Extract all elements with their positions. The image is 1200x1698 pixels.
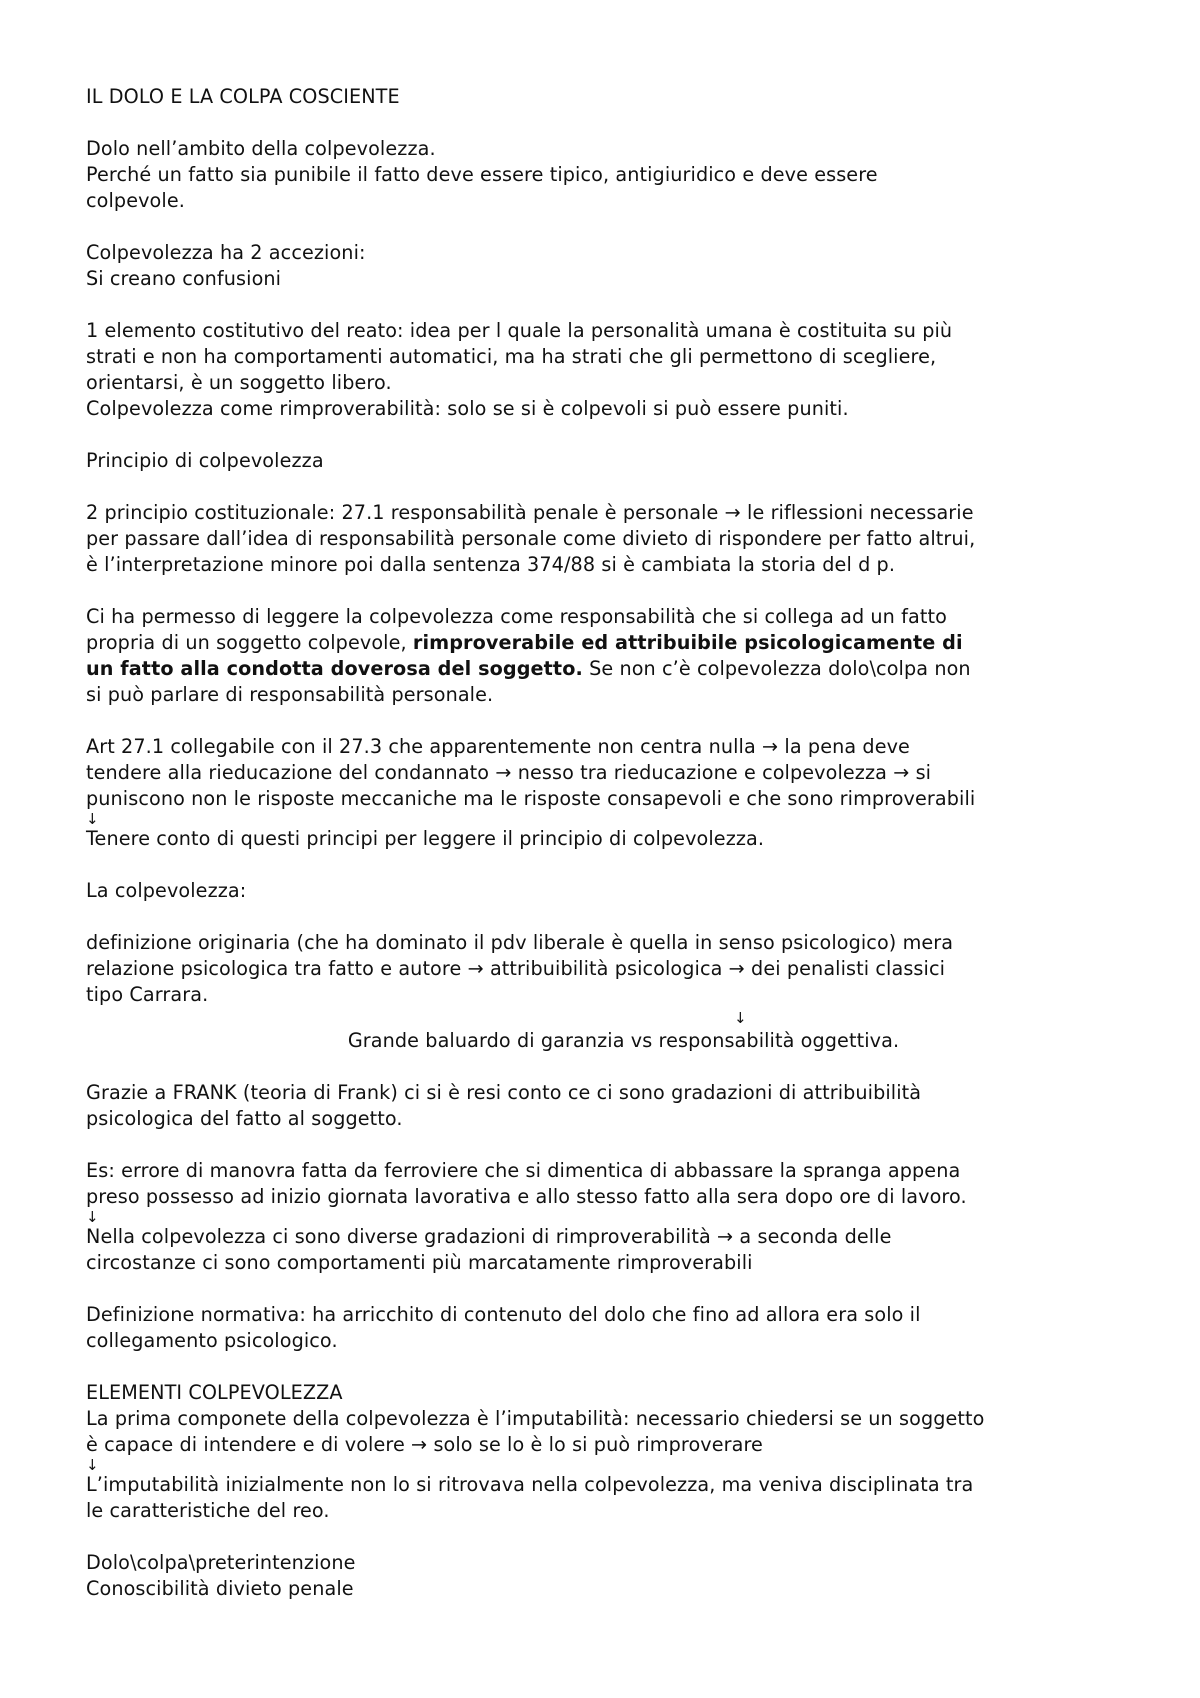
paragraph-line: è l’interpretazione minore poi dalla sentenza 374/88 si è cambiata la storia del d p.	[86, 553, 896, 576]
paragraph-line: Art 27.1 collegabile con il 27.3 che apparentemente non centra nulla → la pena deve	[86, 735, 910, 758]
paragraph-line: Ci ha permesso di leggere la colpevolezza come responsabilità che si collega ad un fatto	[86, 605, 947, 628]
paragraph-line: preso possesso ad inizio giornata lavorativa e allo stesso fatto alla sera dopo ore di lavoro.	[86, 1185, 967, 1208]
document-title: IL DOLO E LA COLPA COSCIENTE	[86, 85, 400, 108]
bold-text: rimproverabile ed attribuibile psicologicamente di	[412, 631, 963, 654]
document-page	[86, 84, 1136, 1602]
paragraph-line: è capace di intendere e di volere → solo se lo è lo si può rimproverare	[86, 1433, 763, 1456]
paragraph-line: tipo Carrara.	[86, 983, 209, 1006]
plain-text: Se non c’è colpevolezza dolo\colpa non	[582, 657, 971, 680]
paragraph-line: Perché un fatto sia punibile il fatto deve essere tipico, antigiuridico e deve essere	[86, 163, 878, 186]
down-arrow-icon: ↓	[86, 1456, 99, 1474]
paragraph-line: Nella colpevolezza ci sono diverse gradazioni di rimproverabilità → a seconda delle	[86, 1225, 892, 1248]
paragraph-line	[86, 656, 1136, 682]
down-arrow-icon: ↓	[734, 1009, 747, 1027]
paragraph-line: colpevole.	[86, 189, 185, 212]
section-heading: Principio di colpevolezza	[86, 449, 324, 472]
paragraph-line: L’imputabilità inizialmente non lo si ritrovava nella colpevolezza, ma veniva disciplinata tra	[86, 1473, 974, 1496]
paragraph-line: Colpevolezza come rimproverabilità: solo se si è colpevoli si può essere puniti.	[86, 397, 849, 420]
bold-text: un fatto alla condotta doverosa del soggetto.	[86, 657, 583, 680]
paragraph-line: 2 principio costituzionale: 27.1 responsabilità penale è personale → le riflessioni necessarie	[86, 501, 974, 524]
paragraph-line: circostanze ci sono comportamenti più marcatamente rimproverabili	[86, 1251, 753, 1274]
paragraph-line: le caratteristiche del reo.	[86, 1499, 330, 1522]
paragraph-line: psicologica del fatto al soggetto.	[86, 1107, 403, 1130]
paragraph-line: puniscono non le risposte meccaniche ma le risposte consapevoli e che sono rimproverabili	[86, 787, 976, 810]
centered-line: Grande baluardo di garanzia vs responsabilità oggettiva.	[347, 1029, 900, 1052]
paragraph-line: Conoscibilità divieto penale	[86, 1577, 354, 1600]
down-arrow-icon: ↓	[86, 1208, 99, 1226]
paragraph-line: Grazie a FRANK (teoria di Frank) ci si è resi conto ce ci sono gradazioni di attribuibilità	[86, 1081, 922, 1104]
section-heading: ELEMENTI COLPEVOLEZZA	[86, 1381, 343, 1404]
paragraph-line: per passare dall’idea di responsabilità personale come divieto di rispondere per fatto altrui,	[86, 527, 976, 550]
paragraph-line: definizione originaria (che ha dominato il pdv liberale è quella in senso psicologico) mera	[86, 931, 954, 954]
paragraph-line: Es: errore di manovra fatta da ferroviere che si dimentica di abbassare la spranga appena	[86, 1159, 961, 1182]
paragraph-line: collegamento psicologico.	[86, 1329, 338, 1352]
paragraph-line: Definizione normativa: ha arricchito di contenuto del dolo che fino ad allora era solo il	[86, 1303, 921, 1326]
paragraph-line: Colpevolezza ha 2 accezioni:	[86, 241, 366, 264]
paragraph-line: si può parlare di responsabilità personale.	[86, 683, 494, 706]
paragraph-line: Si creano confusioni	[86, 267, 282, 290]
paragraph-line: relazione psicologica tra fatto e autore → attribuibilità psicologica → dei penalisti classici	[86, 957, 946, 980]
paragraph-line: tendere alla rieducazione del condannato → nesso tra rieducazione e colpevolezza → si	[86, 761, 932, 784]
paragraph-line: strati e non ha comportamenti automatici, ma ha strati che gli permettono di scegliere,	[86, 345, 937, 368]
paragraph-line: 1 elemento costitutivo del reato: idea per l quale la personalità umana è costituita su più	[86, 319, 953, 342]
paragraph-line: Dolo\colpa\preterintenzione	[86, 1551, 356, 1574]
down-arrow-icon: ↓	[86, 810, 99, 828]
paragraph-line	[86, 630, 1136, 656]
paragraph-line: orientarsi, è un soggetto libero.	[86, 371, 392, 394]
paragraph-line: Tenere conto di questi principi per leggere il principio di colpevolezza.	[86, 827, 765, 850]
section-heading: La colpevolezza:	[86, 879, 247, 902]
paragraph-line: Dolo nell’ambito della colpevolezza.	[86, 137, 436, 160]
plain-text: propria di un soggetto colpevole,	[86, 631, 413, 654]
paragraph-line: La prima componete della colpevolezza è l’imputabilità: necessario chiedersi se un soggetto	[86, 1407, 985, 1430]
